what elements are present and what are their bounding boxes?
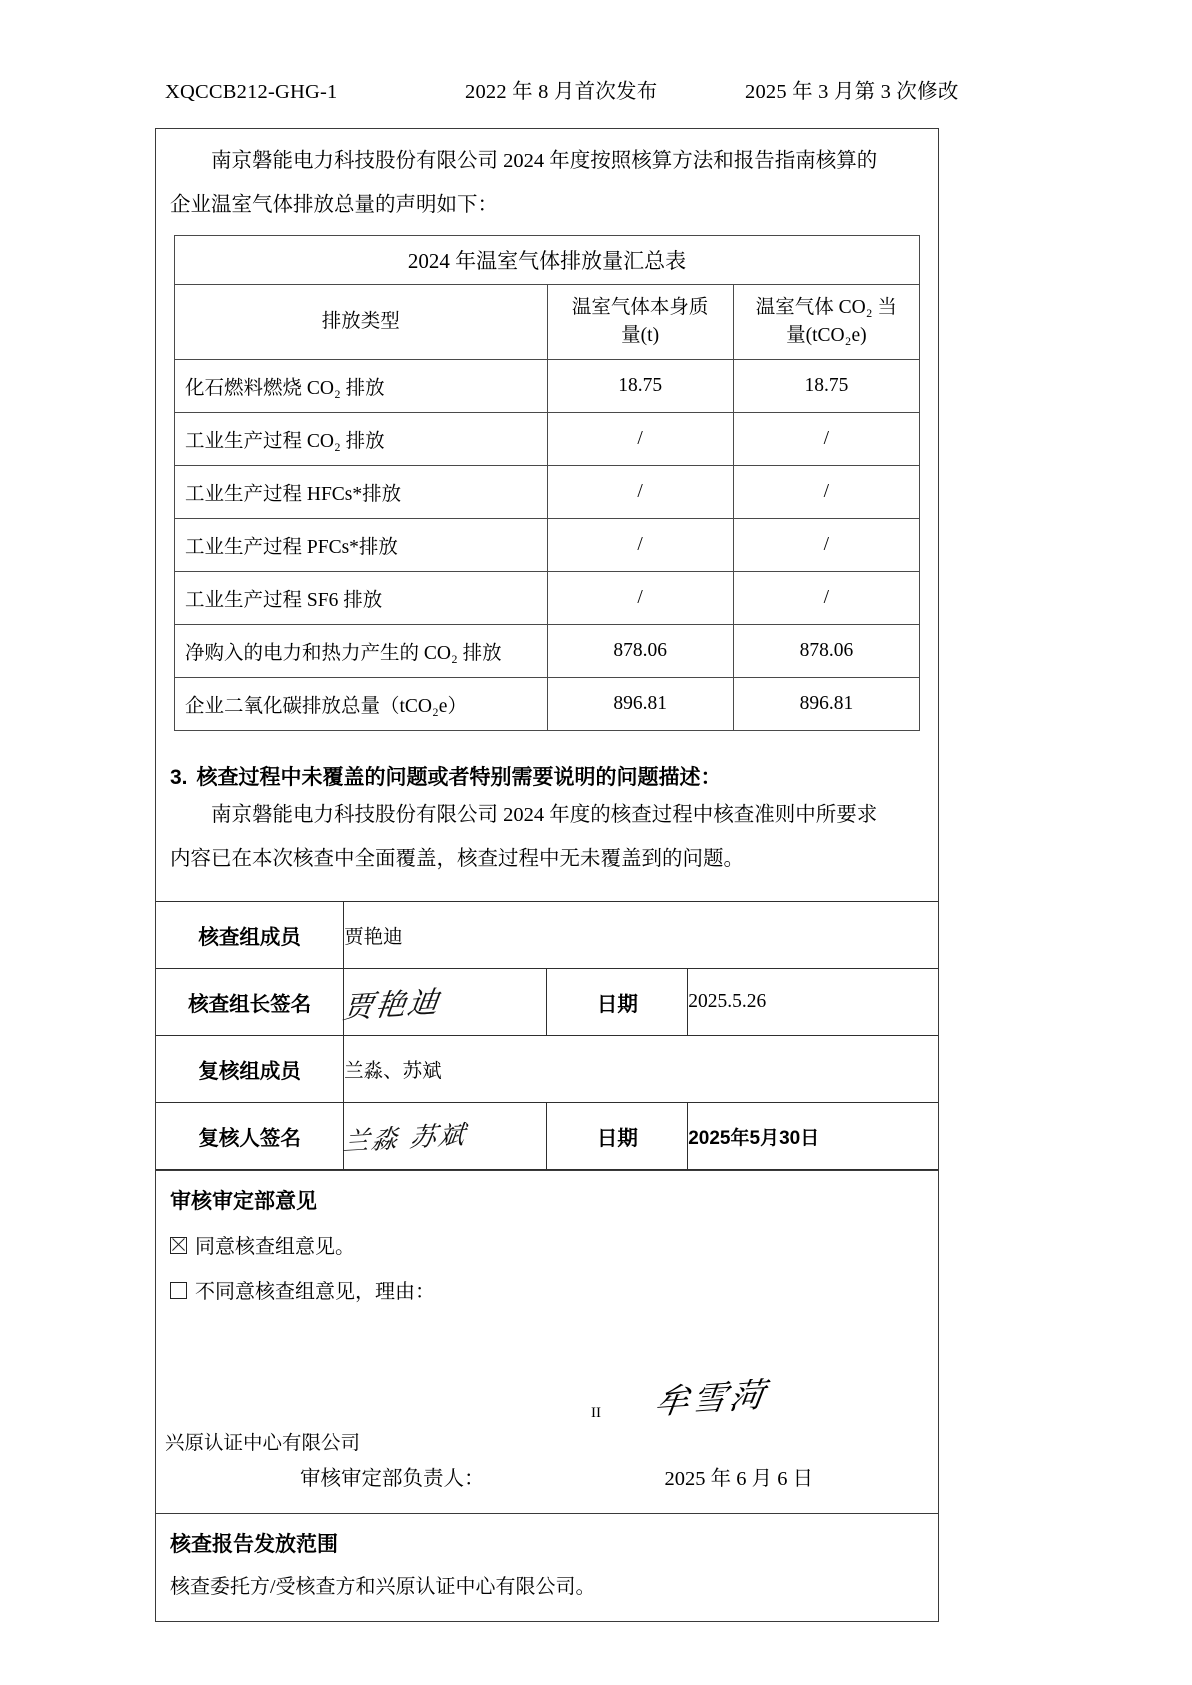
disagree-label: 不同意核查组意见，理由： — [195, 1281, 435, 1303]
disagree-option[interactable] — [156, 1266, 938, 1311]
col-header-mass-line1: 温室气体本身质 — [571, 297, 709, 318]
review-members-label: 复核组成员 — [156, 1036, 344, 1103]
row-co2e: 896.81 — [733, 678, 919, 731]
col-header-mass — [547, 285, 733, 360]
row-co2e: / — [733, 413, 919, 466]
footer-organization: 兴原认证中心有限公司 — [165, 1433, 361, 1454]
review-team-row — [156, 1036, 938, 1103]
row-mass: / — [547, 519, 733, 572]
first-issue-date: 2022 年 8 月首次发布 — [465, 81, 658, 103]
row-label: 化石燃料燃烧 CO₂ 排放 — [175, 360, 548, 413]
audit-opinion-block — [156, 1170, 938, 1513]
reviewer-date-value: 2025年5月30日 — [688, 1103, 938, 1170]
row-co2e: 878.06 — [733, 625, 919, 678]
row-mass: / — [547, 572, 733, 625]
section-3-line-2: 内容已在本次核查中全面覆盖，核查过程中无未覆盖到的问题。 — [170, 848, 744, 870]
row-mass: 896.81 — [547, 678, 733, 731]
section-3-number: 3. — [170, 766, 188, 789]
team-members-value: 贾艳迪 — [344, 902, 938, 969]
document-code: XQCCB212-GHG-1 — [165, 81, 338, 103]
table-header-row — [175, 285, 920, 360]
col-header-type: 排放类型 — [175, 285, 548, 360]
manager-label: 审核审定部负责人： — [300, 1468, 485, 1490]
team-members-label: 核查组成员 — [156, 902, 344, 969]
col-header-mass-line2: 量(t) — [621, 325, 660, 346]
agree-option[interactable] — [156, 1221, 938, 1266]
emission-table-wrap — [156, 227, 938, 735]
revision-date: 2025 年 3 月第 3 次修改 — [745, 81, 959, 103]
row-mass: / — [547, 413, 733, 466]
section-3-title: 核查过程中未覆盖的问题或者特别需要说明的问题描述： — [196, 766, 722, 789]
manager-signature-mark: 牟雪菏 — [651, 1375, 771, 1423]
row-label: 工业生产过程 HFCs*排放 — [175, 466, 548, 519]
agree-label: 同意核查组意见。 — [195, 1236, 355, 1258]
reviewer-date-label: 日期 — [547, 1103, 688, 1170]
reviewer-signature-mark: 兰淼 苏斌 — [341, 1119, 469, 1158]
row-mass: 18.75 — [547, 360, 733, 413]
table-row — [175, 572, 920, 625]
checkbox-checked-icon[interactable] — [170, 1237, 187, 1254]
section-3-line-1: 南京磐能电力科技股份有限公司 2024 年度的核查过程中核查准则中所要求 — [211, 804, 878, 826]
leader-signature-row — [156, 969, 938, 1036]
row-co2e: / — [733, 466, 919, 519]
row-mass: 878.06 — [547, 625, 733, 678]
leader-signature-mark: 贾艳迪 — [340, 985, 443, 1026]
table-row — [175, 413, 920, 466]
statement-block — [156, 129, 938, 227]
leader-date-label: 日期 — [547, 969, 688, 1036]
manager-signature-line — [156, 1461, 938, 1513]
audit-opinion-title: 审核审定部意见 — [170, 1190, 317, 1213]
table-row-total — [175, 678, 920, 731]
reviewer-sign-label: 复核人签名 — [156, 1103, 344, 1170]
manager-date: 2025 年 6 月 6 日 — [664, 1468, 814, 1490]
distribution-block — [156, 1513, 938, 1621]
row-label: 工业生产过程 PFCs*排放 — [175, 519, 548, 572]
row-mass: / — [547, 466, 733, 519]
table-row — [175, 519, 920, 572]
table-row — [175, 625, 920, 678]
emission-summary-table — [174, 235, 920, 731]
col-header-co2e — [733, 285, 919, 360]
row-co2e: / — [733, 519, 919, 572]
statement-line-1: 南京磐能电力科技股份有限公司 2024 年度按照核算方法和报告指南核算的 — [211, 150, 878, 172]
reviewer-signature-row — [156, 1103, 938, 1170]
row-co2e: 18.75 — [733, 360, 919, 413]
row-label: 工业生产过程 CO₂ 排放 — [175, 413, 548, 466]
row-label: 净购入的电力和热力产生的 CO₂ 排放 — [175, 625, 548, 678]
row-co2e: / — [733, 572, 919, 625]
table-row — [175, 466, 920, 519]
table-title-row — [175, 236, 920, 285]
running-header — [165, 74, 965, 104]
distribution-body: 核查委托方/受核查方和兴原认证中心有限公司。 — [170, 1576, 596, 1598]
row-label: 企业二氧化碳排放总量（tCO₂e） — [175, 678, 548, 731]
col-header-co2e-line1: 温室气体 CO₂ 当 — [755, 297, 897, 318]
section-3-heading — [156, 735, 938, 793]
statement-line-2: 企业温室气体排放总量的声明如下： — [170, 194, 498, 216]
signature-table — [156, 901, 938, 1170]
distribution-title: 核查报告发放范围 — [170, 1533, 338, 1556]
table-row — [175, 360, 920, 413]
leader-sign-label: 核查组长签名 — [156, 969, 344, 1036]
content-frame — [155, 128, 939, 1622]
leader-signature — [340, 969, 547, 1036]
reviewer-signature — [341, 1103, 547, 1170]
col-header-co2e-line2: 量(tCO₂e) — [786, 325, 867, 346]
checkbox-unchecked-icon[interactable] — [170, 1282, 187, 1299]
row-label: 工业生产过程 SF6 排放 — [175, 572, 548, 625]
review-members-value: 兰淼、苏斌 — [344, 1036, 938, 1103]
verification-team-row — [156, 902, 938, 969]
leader-date-value: 2025.5.26 — [688, 969, 938, 1036]
page-number: II — [591, 1405, 601, 1421]
emission-table-title: 2024 年温室气体排放量汇总表 — [175, 236, 920, 285]
